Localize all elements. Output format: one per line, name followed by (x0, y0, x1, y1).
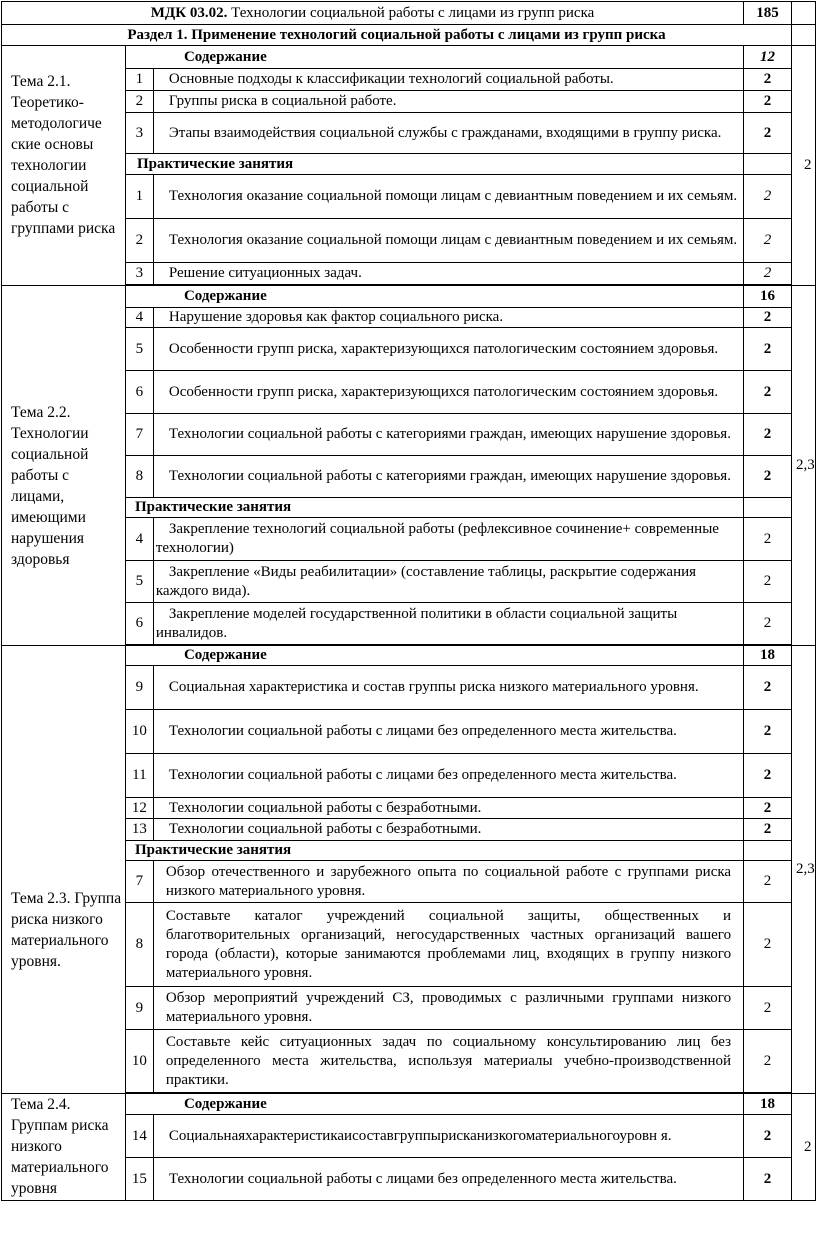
row-number: 2 (125, 219, 153, 263)
topic-1-level: 2 (791, 46, 815, 286)
row-number: 10 (125, 710, 153, 754)
topic-1-title: Тема 2.1. Теоретико-методологиче ские основы технологии социальной работы с группами риска (2, 46, 126, 286)
row-number: 9 (125, 666, 153, 710)
row-number: 10 (125, 1030, 153, 1093)
row-number: 11 (125, 754, 153, 798)
topic-4-title: Тема 2.4. Группам риска низкого материального уровня (2, 1094, 126, 1201)
row-number: 6 (125, 371, 153, 414)
row-text: Технологии социальной работы с лицами без определенного места жительства. (153, 1158, 743, 1201)
row-text: Технологии социальной работы с категориями граждан, имеющих нарушение здоровья. (153, 456, 743, 498)
row-number: 4 (125, 518, 153, 561)
empty-hours-cell (744, 154, 792, 175)
row-hours: 2 (744, 414, 792, 456)
row-hours: 2 (744, 754, 792, 798)
section-level-cell (791, 25, 815, 46)
row-text: Социальнаяхарактеристикаисоставгруппырисканизкогоматериальногоуровн я. (153, 1115, 743, 1158)
row-text: Технологии социальной работы с лицами без определенного места жительства. (153, 754, 743, 798)
module-header-row (2, 2, 816, 25)
row-hours: 2 (744, 798, 792, 819)
row-hours: 2 (744, 861, 792, 903)
topic-2-level: 2,3 (791, 286, 815, 646)
row-hours: 2 (744, 561, 792, 603)
row-hours: 2 (744, 518, 792, 561)
row-hours: 2 (744, 219, 792, 263)
row-number: 14 (125, 1115, 153, 1158)
row-number: 4 (125, 308, 153, 328)
topic-2-content-label: Содержание (125, 286, 743, 308)
row-hours: 2 (744, 371, 792, 414)
row-text: Особенности групп риска, характеризующихся патологическим состоянием здоровья. (153, 371, 743, 414)
topic-3-practice-label: Практические занятия (125, 841, 743, 861)
row-number: 3 (125, 263, 153, 285)
row-hours: 2 (744, 603, 792, 645)
row-hours: 2 (744, 1115, 792, 1158)
row-number: 7 (125, 861, 153, 903)
row-number: 8 (125, 903, 153, 987)
row-number: 5 (125, 328, 153, 371)
row-hours: 2 (744, 1158, 792, 1201)
row-text: Обзор отечественного и зарубежного опыта по социальной работе с группами риска низкого материального уровня. (153, 861, 743, 903)
module-title-cell (2, 2, 744, 25)
row-text: Особенности групп риска, характеризующихся патологическим состоянием здоровья. (153, 328, 743, 371)
module-title: Технологии социальной работы с лицами из групп риска (231, 4, 595, 21)
row-text: Закрепление «Виды реабилитации» (составление таблицы, раскрытие содержания каждого вида). (153, 561, 743, 603)
row-text: Составьте каталог учреждений социальной защиты, общественных и благотворительных организаций, негосударственных частных организаций вашего города (области), которые занимаются проблемами лиц, входящих в группу низкого материального уровня. (153, 903, 743, 987)
row-text: Технологии социальной работы с лицами без определенного места жительства. (153, 710, 743, 754)
row-hours: 2 (744, 1030, 792, 1093)
row-text: Социальная характеристика и состав группы риска низкого материального уровня. (153, 666, 743, 710)
row-text: Технология оказание социальной помощи лицам с девиантным поведением и их семьям. (153, 175, 743, 219)
row-hours: 2 (744, 91, 792, 113)
row-hours: 2 (744, 69, 792, 91)
row-number: 7 (125, 414, 153, 456)
row-hours: 2 (744, 903, 792, 987)
topic-1-practice-label: Практические занятия (125, 154, 743, 175)
row-text: Основные подходы к классификации технологий социальной работы. (153, 69, 743, 91)
curriculum-table (1, 1, 816, 1201)
row-number: 2 (125, 91, 153, 113)
row-number: 3 (125, 113, 153, 154)
row-hours: 2 (744, 175, 792, 219)
row-number: 9 (125, 987, 153, 1030)
topic-4-content-label: Содержание (125, 1094, 743, 1115)
row-text: Решение ситуационных задач. (153, 263, 743, 285)
row-text: Обзор мероприятий учреждений СЗ, проводимых с различными группами низкого материального уровня. (153, 987, 743, 1030)
row-hours: 2 (744, 263, 792, 285)
row-number: 15 (125, 1158, 153, 1201)
topic-4-content-header (2, 1094, 816, 1115)
topic-3-content-hours: 18 (744, 646, 792, 666)
row-text: Технологии социальной работы с безработными. (153, 798, 743, 819)
row-hours: 2 (744, 666, 792, 710)
row-number: 13 (125, 819, 153, 841)
topic-2-practice-label: Практические занятия (125, 498, 743, 518)
topic-2-title: Тема 2.2. Технологии социальной работы с лицами, имеющими нарушения здоровья (2, 286, 126, 646)
module-code: МДК 03.02. (150, 4, 228, 21)
topic-1-content-label: Содержание (125, 46, 743, 69)
row-number: 12 (125, 798, 153, 819)
row-number: 6 (125, 603, 153, 645)
topic-4-level: 2 (791, 1094, 815, 1201)
row-hours: 2 (744, 456, 792, 498)
row-hours: 2 (744, 710, 792, 754)
topic-3-content-header (2, 646, 816, 666)
section-row (2, 25, 816, 46)
row-text: Закрепление технологий социальной работы (рефлексивное сочинение+ современные технологии) (153, 518, 743, 561)
section-title: Раздел 1. Применение технологий социальной работы с лицами из групп риска (2, 25, 792, 46)
row-text: Группы риска в социальной работе. (153, 91, 743, 113)
row-hours: 2 (744, 819, 792, 841)
row-number: 1 (125, 175, 153, 219)
topic-4-content-hours: 18 (744, 1094, 792, 1115)
row-text: Технологии социальной работы с безработными. (153, 819, 743, 841)
row-text: Составьте кейс ситуационных задач по социальному консультированию лиц без определенного места жительства, используя материалы учебно-производственной практики. (153, 1030, 743, 1093)
empty-hours-cell (744, 841, 792, 861)
row-hours: 2 (744, 308, 792, 328)
row-text: Закрепление моделей государственной политики в области социальной защиты инвалидов. (153, 603, 743, 645)
row-number: 8 (125, 456, 153, 498)
topic-2-content-header (2, 286, 816, 308)
topic-3-level: 2,3 (791, 646, 815, 1094)
topic-1-content-header (2, 46, 816, 69)
topic-1-content-hours: 12 (744, 46, 792, 69)
topic-2-content-hours: 16 (744, 286, 792, 308)
row-text: Нарушение здоровья как фактор социального риска. (153, 308, 743, 328)
module-hours: 185 (744, 2, 792, 25)
row-text: Технология оказание социальной помощи лицам с девиантным поведением и их семьям. (153, 219, 743, 263)
row-number: 5 (125, 561, 153, 603)
topic-3-title: Тема 2.3. Группа риска низкого материального уровня. (2, 646, 126, 1094)
empty-hours-cell (744, 498, 792, 518)
row-text: Этапы взаимодействия социальной службы с гражданами, входящими в группу риска. (153, 113, 743, 154)
row-number: 1 (125, 69, 153, 91)
row-hours: 2 (744, 328, 792, 371)
row-hours: 2 (744, 987, 792, 1030)
row-text: Технологии социальной работы с категориями граждан, имеющих нарушение здоровья. (153, 414, 743, 456)
row-hours: 2 (744, 113, 792, 154)
topic-3-content-label: Содержание (125, 646, 743, 666)
module-level-cell (791, 2, 815, 25)
